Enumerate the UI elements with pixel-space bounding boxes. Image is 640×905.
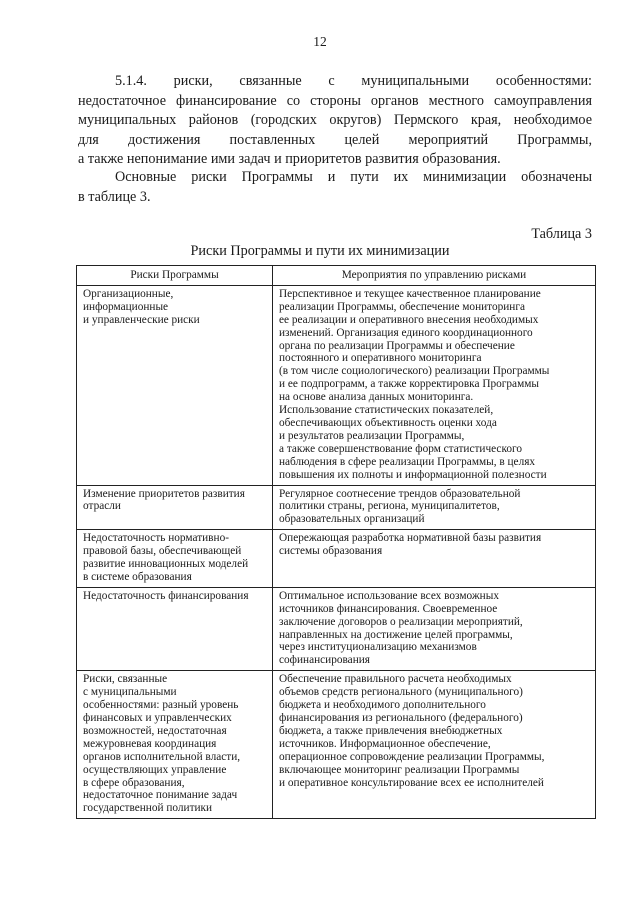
measures-cell: Обеспечение правильного расчета необходимых объемов средств регионального (муниципального) бюджета и необходимого дополнительного финансирования из регионального (федерального) бюджета, а также привлечения внебюджетных источников. Информационное обеспечение, операционное сопровождение реализации Программы, включающее мониторинг реализации Программы и оперативное консультирование всех ее исполнителей bbox=[273, 671, 596, 819]
paragraph-line: для достижения поставленных целей мероприятий Программы, bbox=[78, 131, 592, 148]
paragraph-line: 5.1.4. риски, связанные с муниципальными особенностями: bbox=[115, 73, 592, 89]
risk-cell: Организационные, информационные и управленческие риски bbox=[77, 285, 273, 485]
risk-cell: Недостаточность финансирования bbox=[77, 587, 273, 670]
page-number: 12 bbox=[313, 34, 327, 49]
measures-cell: Регулярное соотнесение трендов образовательной политики страны, региона, муниципалитетов, образовательных организаций bbox=[273, 485, 596, 530]
table-row bbox=[77, 530, 596, 588]
paragraph-line: а также непонимание ими задач и приоритетов развития образования. bbox=[78, 151, 501, 168]
table-row bbox=[77, 587, 596, 670]
table-title: Риски Программы и пути их минимизации bbox=[190, 243, 450, 259]
measures-cell: Перспективное и текущее качественное планирование реализации Программы, обеспечение мониторинга ее реализации и оперативного внесения необходимых изменений. Организация единого координационного органа по реализации Программы и обеспечение постоянного и оперативного мониторинга (в том числе социологического) реализации Программы и ее подпрограмм, а также корректировка Программы на основе анализа данных мониторинга. Использование статистических показателей, обеспечивающих объективность оценки хода и результатов реализации Программы, а также совершенствование форм статистического наблюдения в сфере реализации Программы, в целях повышения их полноты и информационной полезности bbox=[273, 285, 596, 485]
measures-cell: Оптимальное использование всех возможных источников финансирования. Своевременное заключение договоров о реализации мероприятий, направленных на достижение целей программы, через институционализацию механизмов софинансирования bbox=[273, 587, 596, 670]
column-header-risks: Риски Программы bbox=[77, 266, 273, 286]
column-header-measures: Мероприятия по управлению рисками bbox=[273, 266, 596, 286]
paragraph-municipal-risks bbox=[78, 72, 592, 170]
table-row bbox=[77, 485, 596, 530]
paragraph-line: муниципальных районов (городских округов) Пермского края, необходимое bbox=[78, 112, 592, 129]
paragraph-table-intro bbox=[78, 168, 592, 207]
paragraph-line: Основные риски Программы и пути их минимизации обозначены bbox=[115, 169, 592, 185]
paragraph-line: в таблице 3. bbox=[78, 188, 151, 205]
risk-cell: Изменение приоритетов развития отрасли bbox=[77, 485, 273, 530]
table-row bbox=[77, 671, 596, 819]
risks-table bbox=[76, 265, 596, 819]
table-header-row bbox=[77, 266, 596, 286]
paragraph-line: недостаточное финансирование со стороны органов местного самоуправления bbox=[78, 92, 592, 109]
risk-cell: Риски, связанные с муниципальными особенностями: разный уровень финансовых и управленческих возможностей, недостаточная межуровневая координация органов исполнительной власти, осуществляющих управление в сфере образования, недостаточное понимание задач государственной политики bbox=[77, 671, 273, 819]
measures-cell: Опережающая разработка нормативной базы развития системы образования bbox=[273, 530, 596, 588]
table-label: Таблица 3 bbox=[531, 226, 592, 242]
risk-cell: Недостаточность нормативно- правовой базы, обеспечивающей развитие инновационных моделей в системе образования bbox=[77, 530, 273, 588]
table-row bbox=[77, 285, 596, 485]
